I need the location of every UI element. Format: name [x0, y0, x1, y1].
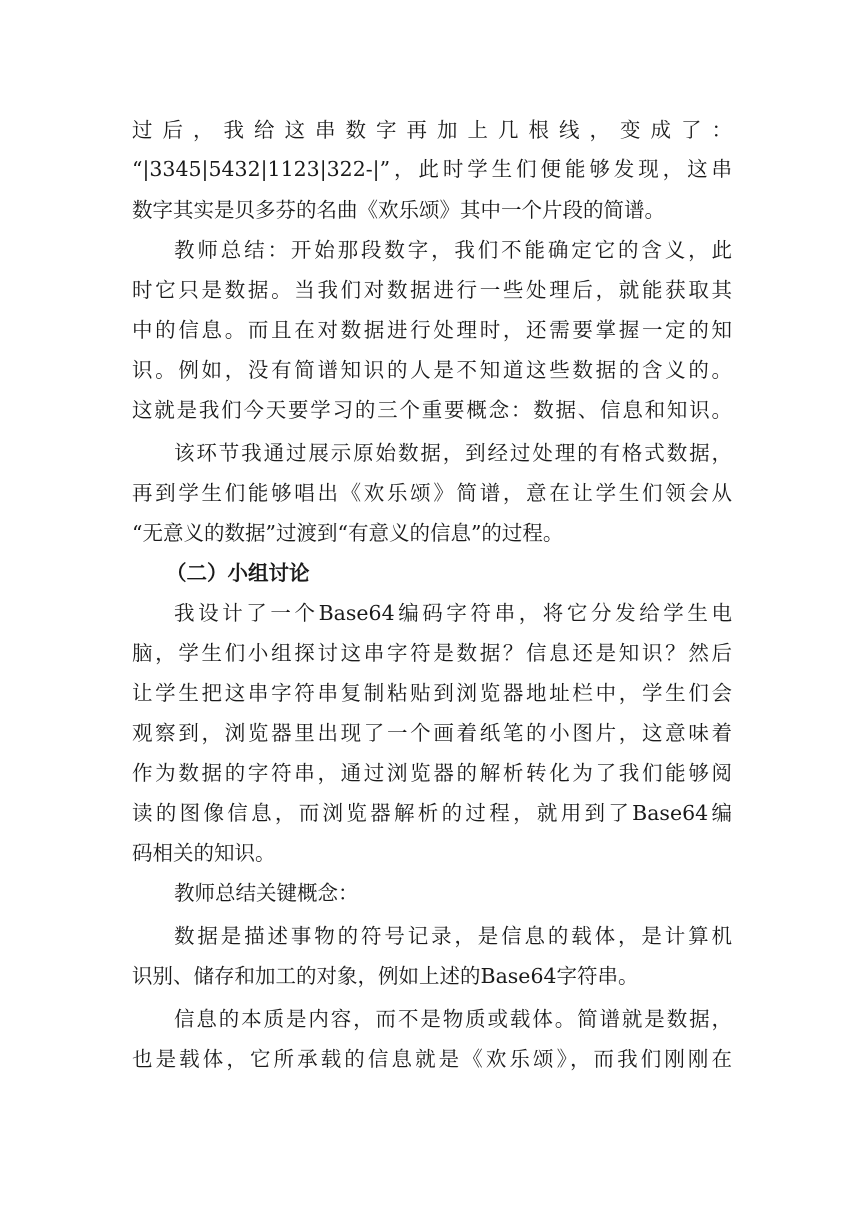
paragraph-line: “|3345|5432|1123|322-|”，此时学生们便能够发现，这串: [132, 157, 732, 181]
paragraph-line: 过后，我给这串数字再加上几根线，变成了：: [132, 118, 732, 142]
paragraph-line: 中的信息。而且在对数据进行处理时，还需要掌握一定的知: [132, 318, 732, 342]
paragraph-line: 脑，学生们小组探讨这串字符是数据？信息还是知识？然后: [132, 641, 732, 665]
paragraph-line: 信息的本质是内容，而不是物质或载体。简谱就是数据，: [174, 1007, 732, 1031]
paragraph-line: 也是载体，它所承载的信息就是《欢乐颂》，而我们刚刚在: [132, 1047, 732, 1071]
paragraph-line: 教师总结：开始那段数字，我们不能确定它的含义，此: [174, 238, 732, 262]
paragraph-line: 让学生把这串字符串复制粘贴到浏览器地址栏中，学生们会: [132, 681, 732, 705]
paragraph-line: 识。例如，没有简谱知识的人是不知道这些数据的含义的。: [132, 358, 732, 382]
paragraph-line: 该环节我通过展示原始数据，到经过处理的有格式数据，: [174, 441, 732, 465]
paragraph-line: 观察到，浏览器里出现了一个画着纸笔的小图片，这意味着: [132, 721, 732, 745]
paragraph-line: 码相关的知识。: [132, 841, 276, 865]
paragraph-line: 数据是描述事物的符号记录，是信息的载体，是计算机: [174, 924, 732, 948]
section-heading: （二）小组讨论: [166, 561, 310, 585]
paragraph-line: “无意义的数据”过渡到“有意义的信息”的过程。: [132, 521, 564, 545]
paragraph-line: 这就是我们今天要学习的三个重要概念：数据、信息和知识。: [132, 398, 732, 422]
paragraph-line: 读的图像信息，而浏览器解析的过程，就用到了Base64编: [132, 801, 732, 825]
paragraph-line: 我设计了一个Base64编码字符串，将它分发给学生电: [174, 601, 732, 625]
paragraph-line: 数字其实是贝多芬的名曲《欢乐颂》其中一个片段的简谱。: [132, 198, 665, 222]
paragraph-line: 作为数据的字符串，通过浏览器的解析转化为了我们能够阅: [132, 761, 732, 785]
paragraph-line: 识别、储存和加工的对象，例如上述的Base64字符串。: [132, 964, 639, 988]
paragraph-line: 时它只是数据。当我们对数据进行一些处理后，就能获取其: [132, 278, 732, 302]
paragraph-line: 教师总结关键概念：: [174, 881, 359, 905]
paragraph-line: 再到学生们能够唱出《欢乐颂》简谱，意在让学生们领会从: [132, 481, 732, 505]
